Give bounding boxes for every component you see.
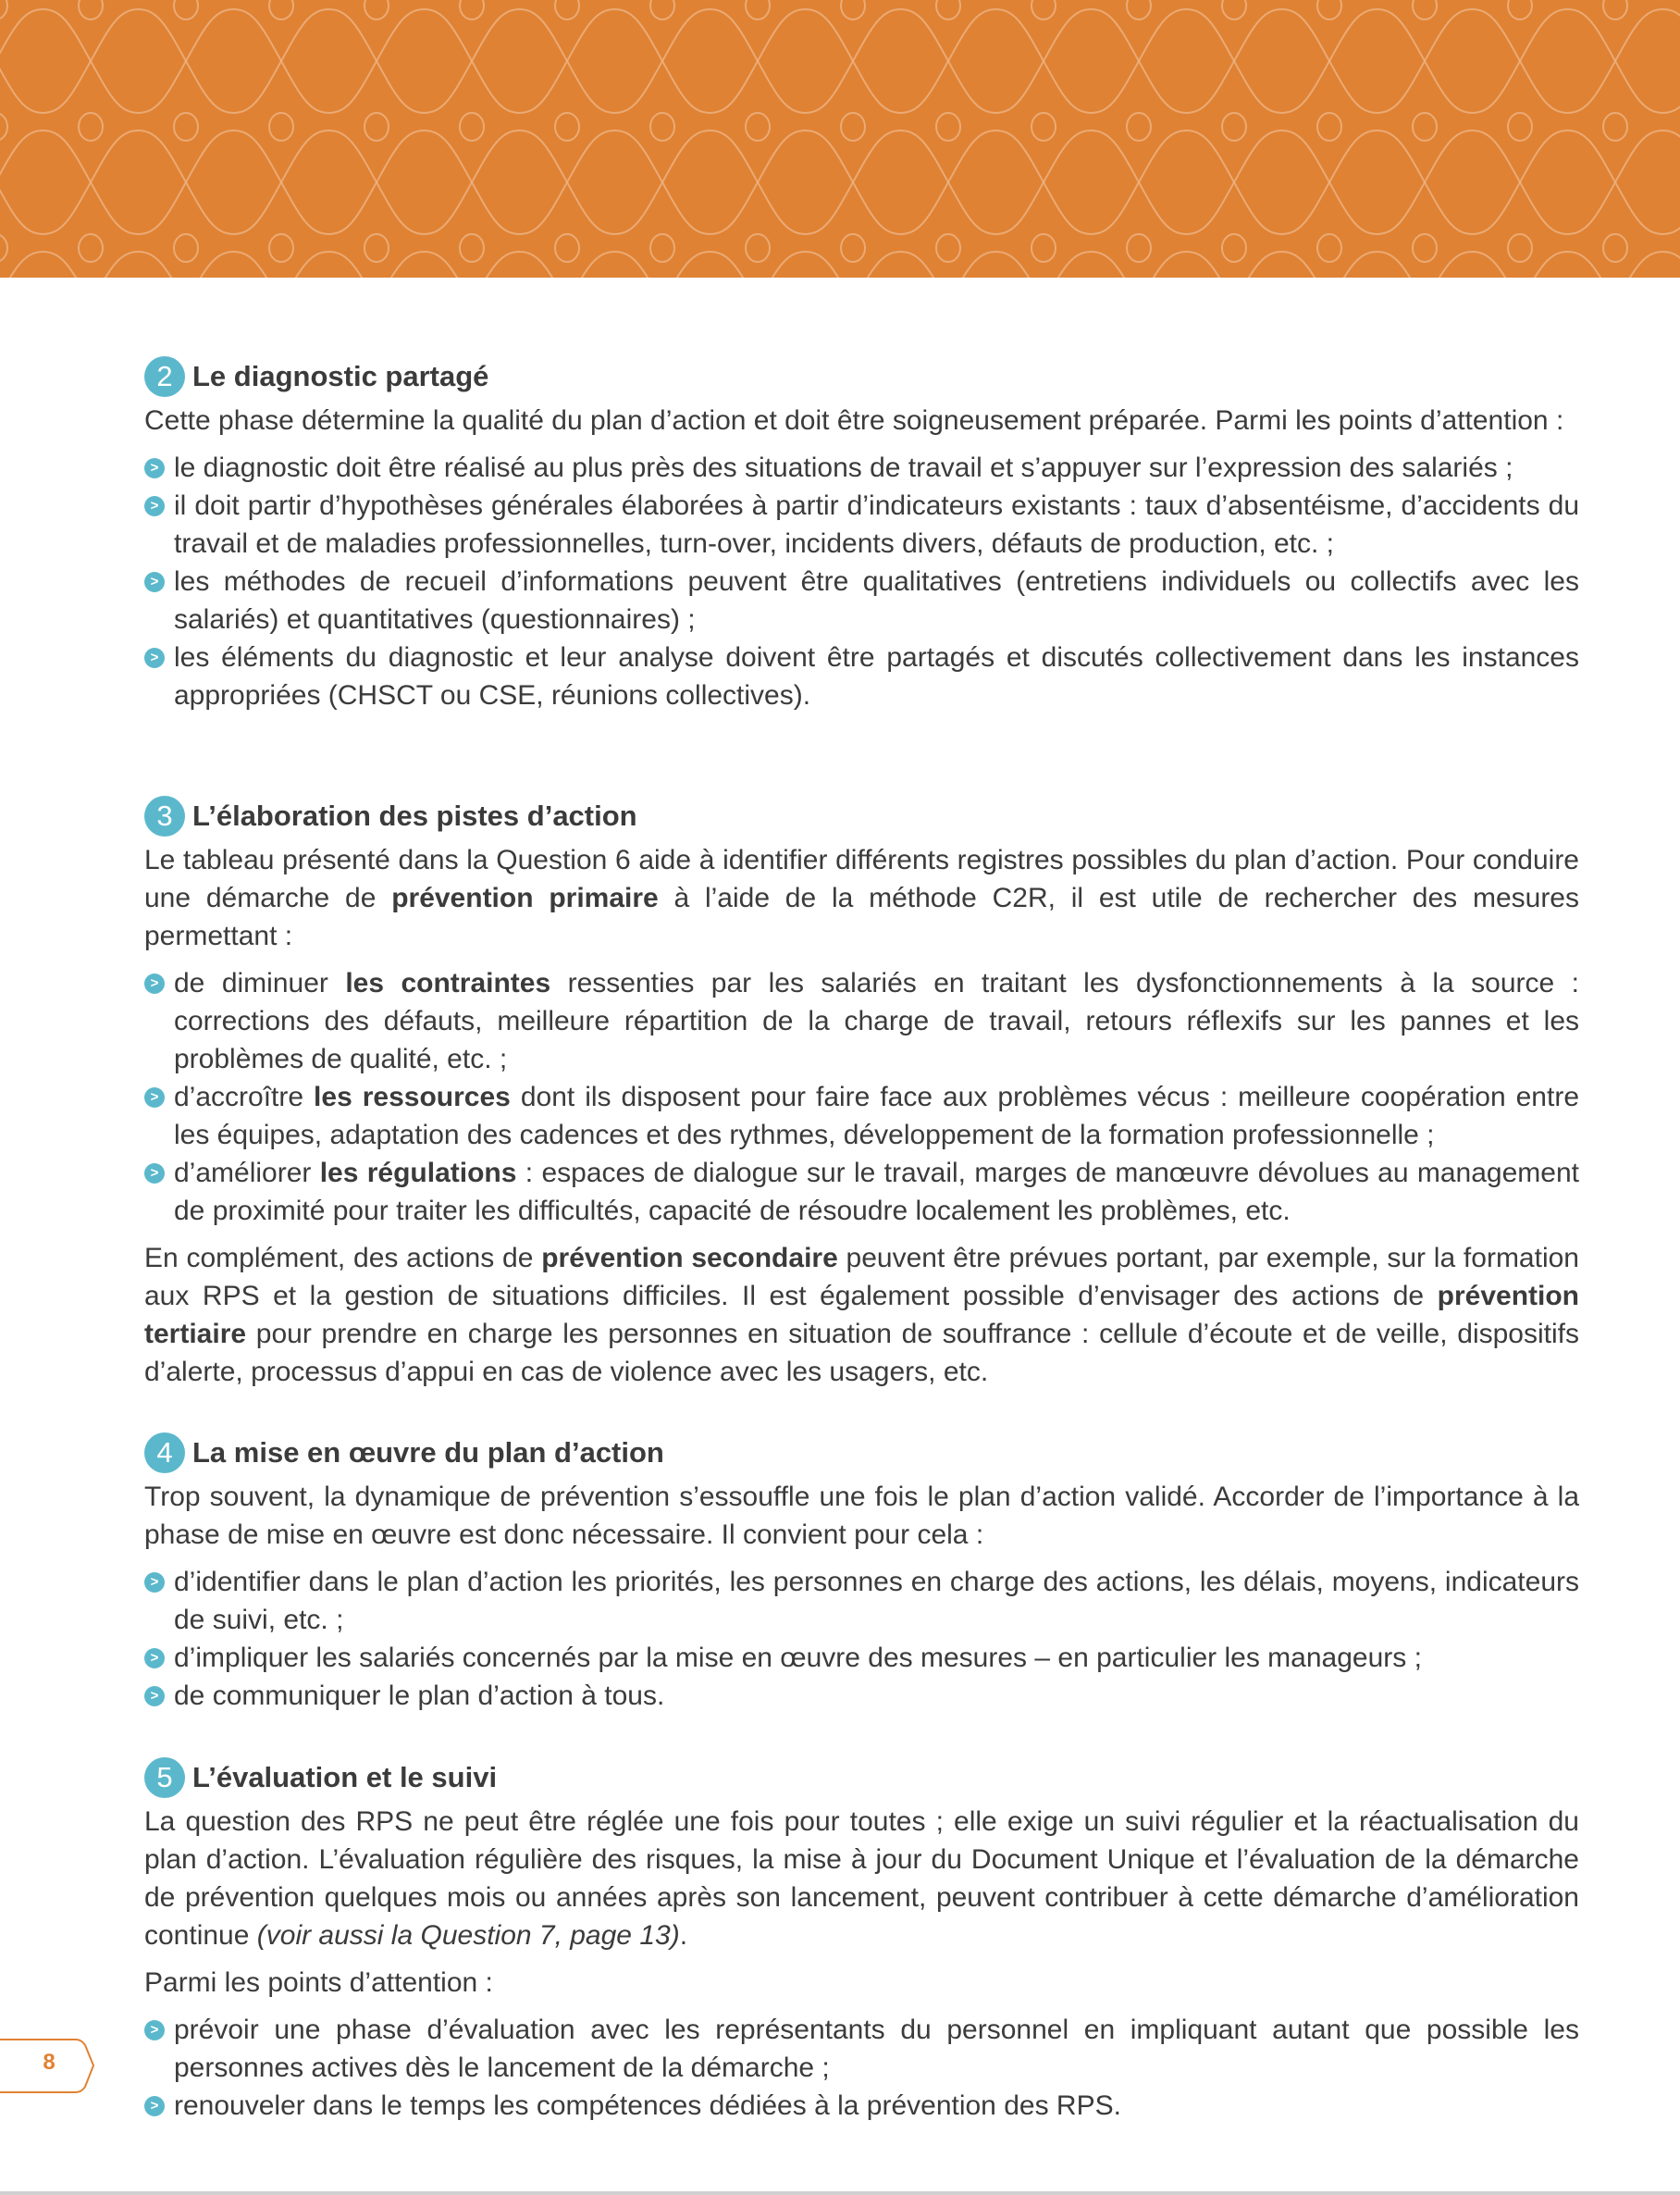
chevron-right-circle-icon: >: [144, 496, 165, 516]
bold-text: prévention tertiaire: [144, 1281, 1579, 1349]
list-item: [144, 563, 1579, 639]
section-title: L’évaluation et le suivi: [192, 1761, 498, 1793]
chevron-right-circle-icon: >: [144, 1648, 165, 1668]
text-segment: de communiquer le plan d’action à tous.: [174, 1680, 665, 1711]
chevron-right-circle-icon: >: [144, 1087, 165, 1108]
text-segment: prévoir une phase d’évaluation avec les représentants du personnel en impliquant autant que possible les personnes actives dès le lancement de la démarche ;: [174, 2015, 1579, 2083]
bold-text: prévention primaire: [391, 883, 659, 913]
section-title: Le diagnostic partagé: [192, 360, 489, 392]
paragraph: [144, 1478, 1579, 1554]
chevron-right-circle-icon: >: [144, 458, 165, 478]
paragraph: [144, 402, 1579, 440]
bullet-list: [144, 2011, 1579, 2125]
paragraph: [144, 1239, 1579, 1391]
chevron-right-circle-icon: >: [144, 1686, 165, 1706]
paragraph: [144, 1964, 1579, 2002]
chevron-right-circle-icon: >: [144, 572, 165, 592]
text-segment: La question des RPS ne peut être réglée une fois pour toutes ; elle exige un suivi régulier et la réactualisation du plan d’action. L’évaluation régulière des risques, la mise à jour du Document Unique et l’évaluation de la démarche de prévention quelques mois ou années après son lancement, peuvent contribuer à cette démarche d’amélioration continue: [144, 1806, 1579, 1951]
bullet-list: [144, 449, 1579, 714]
section-title: L’élaboration des pistes d’action: [192, 800, 637, 832]
bold-text: les ressources: [314, 1082, 511, 1112]
text-segment: d’accroître: [174, 1082, 315, 1112]
text-segment: En complément, des actions de: [144, 1243, 542, 1273]
list-item: [144, 1154, 1579, 1230]
section-diagnostic: [144, 355, 1579, 724]
paragraph: [144, 1803, 1579, 1954]
chevron-right-circle-icon: >: [144, 2096, 165, 2116]
chevron-right-circle-icon: >: [144, 648, 165, 668]
list-item: [144, 964, 1579, 1078]
text-segment: : espaces de dialogue sur le travail, marges de manœuvre dévolues au management de proximité pour traiter les difficultés, capacité de résoudre localement les problèmes, etc.: [174, 1158, 1579, 1226]
bottom-divider: [0, 2191, 1680, 2195]
section-pistes-action: [144, 795, 1579, 1400]
list-item: [144, 1677, 1579, 1715]
section-evaluation: [144, 1756, 1579, 2134]
list-item: [144, 449, 1579, 487]
wave-pattern-icon: [0, 0, 1680, 278]
text-segment: les éléments du diagnostic et leur analyse doivent être partagés et discutés collectivement dans les instances appropriées (CHSCT ou CSE, réunions collectives).: [174, 642, 1579, 711]
text-segment: d’identifier dans le plan d’action les priorités, les personnes en charge des actions, les délais, moyens, indicateurs de suivi, etc. ;: [174, 1567, 1579, 1635]
list-item: [144, 487, 1579, 563]
list-item: [144, 639, 1579, 714]
text-segment: d’impliquer les salariés concernés par la mise en œuvre des mesures – en particulier les manageurs ;: [174, 1643, 1422, 1673]
section-title: La mise en œuvre du plan d’action: [192, 1436, 664, 1469]
section-number-badge: 2: [144, 356, 185, 397]
paragraph: [144, 841, 1579, 955]
section-number-badge: 4: [144, 1432, 185, 1473]
text-segment: le diagnostic doit être réalisé au plus près des situations de travail et s’appuyer sur l’expression des salariés ;: [174, 453, 1513, 483]
text-segment: ressenties par les salariés en traitant les dysfonctionnements à la source : corrections des défauts, meilleure répartition de la charge de travail, retours réflexifs sur les pannes et les problèmes de qualité, etc. ;: [174, 968, 1579, 1074]
chevron-right-circle-icon: >: [144, 1572, 165, 1593]
section-number-badge: 5: [144, 1757, 185, 1798]
text-segment: Le tableau présenté dans la Question 6 aide à identifier différents registres possibles du plan d’action. Pour conduire une démarche de: [144, 845, 1579, 913]
bold-text: prévention secondaire: [541, 1243, 838, 1273]
text-segment: renouveler dans le temps les compétences dédiées à la prévention des RPS.: [174, 2090, 1121, 2121]
list-item: [144, 1639, 1579, 1677]
text-segment: .: [679, 1920, 688, 1951]
list-item: [144, 1078, 1579, 1154]
italic-reference: (voir aussi la Question 7, page 13): [256, 1920, 680, 1951]
text-segment: à l’aide de la méthode C2R, il est utile de rechercher des mesures permettant :: [144, 883, 1579, 951]
decorative-header-banner: [0, 0, 1680, 278]
text-segment: il doit partir d’hypothèses générales élaborées à partir d’indicateurs existants : taux d’absentéisme, d’accidents du travail et de maladies professionnelles, turn-over, incidents divers, défauts de production, etc. ;: [174, 490, 1579, 559]
bold-text: les contraintes: [345, 968, 551, 998]
bold-text: les régulations: [319, 1158, 517, 1188]
text-segment: pour prendre en charge les personnes en situation de souffrance : cellule d’écoute et de veille, dispositifs d’alerte, processus d’appui en cas de violence avec les usagers, etc.: [144, 1319, 1579, 1387]
chevron-right-circle-icon: >: [144, 973, 165, 994]
text-segment: Trop souvent, la dynamique de prévention s’essouffle une fois le plan d’action validé. Accorder de l’importance à la phase de mise en œuvre est donc nécessaire. Il convient pour cela :: [144, 1482, 1579, 1550]
section-heading: [144, 1432, 1579, 1474]
bullet-list: [144, 1563, 1579, 1715]
section-heading: [144, 355, 1579, 398]
text-segment: d’améliorer: [174, 1158, 320, 1188]
section-heading: [144, 795, 1579, 837]
chevron-right-circle-icon: >: [144, 2020, 165, 2040]
section-heading: [144, 1756, 1579, 1799]
page-number: 8: [43, 2050, 56, 2075]
text-segment: peuvent être prévues portant, par exemple, sur la formation aux RPS et la gestion de situations difficiles. Il est également possible d’envisager des actions de: [144, 1243, 1579, 1311]
section-mise-en-oeuvre: [144, 1432, 1579, 1724]
bullet-list: [144, 964, 1579, 1230]
text-segment: Parmi les points d’attention :: [144, 1967, 493, 1998]
list-item: [144, 2011, 1579, 2087]
section-number-badge: 3: [144, 796, 185, 837]
text-segment: Cette phase détermine la qualité du plan d’action et doit être soigneusement préparée. Parmi les points d’attention :: [144, 405, 1564, 436]
chevron-right-circle-icon: >: [144, 1163, 165, 1184]
list-item: [144, 2087, 1579, 2125]
text-segment: les méthodes de recueil d’informations peuvent être qualitatives (entretiens individuels ou collectifs avec les salariés) et quantitatives (questionnaires) ;: [174, 566, 1579, 635]
list-item: [144, 1563, 1579, 1639]
text-segment: dont ils disposent pour faire face aux problèmes vécus : meilleure coopération entre les équipes, adaptation des cadences et des rythmes, développement de la formation professionnelle ;: [174, 1082, 1579, 1150]
text-segment: de diminuer: [174, 968, 346, 998]
